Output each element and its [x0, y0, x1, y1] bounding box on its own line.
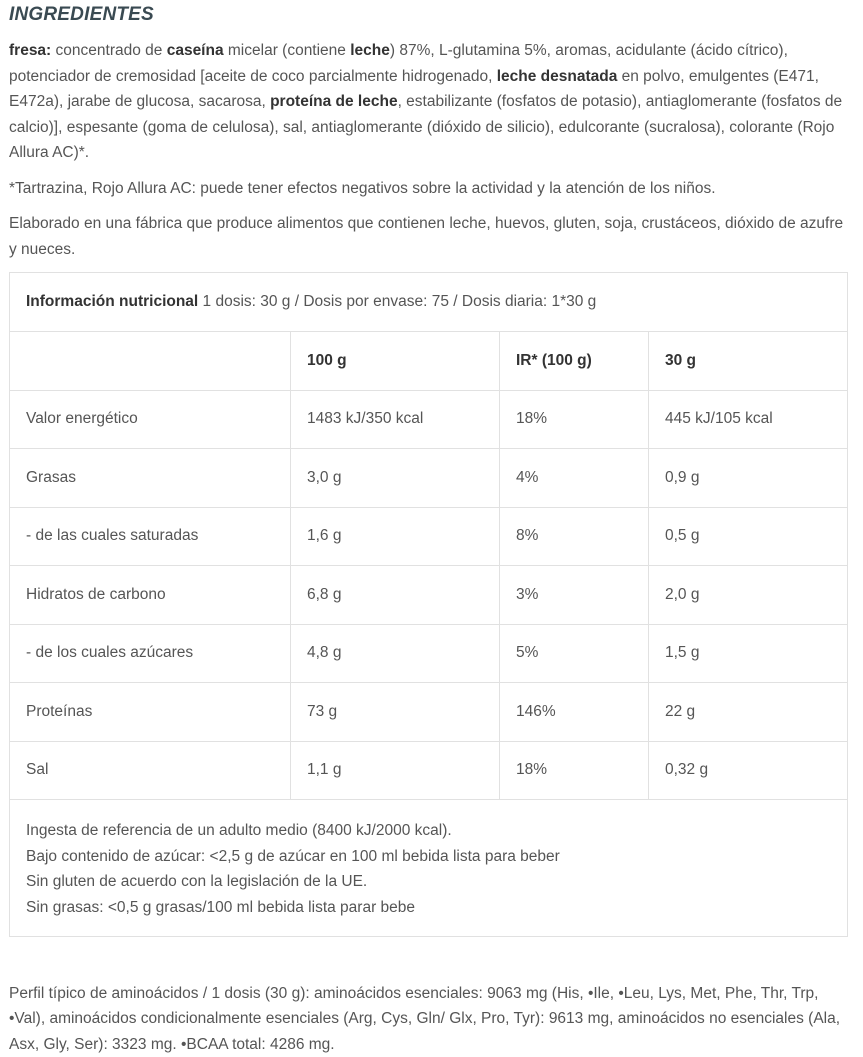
- ingredient-segment: micelar (contiene: [224, 42, 351, 59]
- product-info: [9, 0, 849, 262]
- value-per-100g: 1,6 g: [291, 507, 500, 566]
- reference-intake: 18%: [500, 390, 649, 449]
- table-row: [10, 741, 848, 800]
- column-header: 100 g: [291, 332, 500, 391]
- value-per-30g: 0,9 g: [649, 449, 848, 508]
- nutrition-table: [9, 272, 848, 937]
- footnote-line: Sin grasas: <0,5 g grasas/100 ml bebida lista parar bebe: [26, 895, 831, 921]
- nutrition-footer-row: [10, 800, 848, 937]
- value-per-100g: 4,8 g: [291, 624, 500, 683]
- ingredient-segment: caseína: [167, 42, 224, 59]
- nutrient-name: Hidratos de carbono: [10, 566, 291, 625]
- table-row: [10, 683, 848, 742]
- ingredient-segment: leche desnatada: [497, 68, 618, 85]
- value-per-100g: 1483 kJ/350 kcal: [291, 390, 500, 449]
- table-row: [10, 566, 848, 625]
- column-header: 30 g: [649, 332, 848, 391]
- value-per-100g: 6,8 g: [291, 566, 500, 625]
- nutrient-name: Proteínas: [10, 683, 291, 742]
- column-header: IR* (100 g): [500, 332, 649, 391]
- column-header-row: [10, 332, 848, 391]
- nutrition-header-title: Información nutricional: [26, 293, 198, 310]
- colorant-warning: *Tartrazina, Rojo Allura AC: puede tener efectos negativos sobre la actividad y la atención de los niños.: [9, 176, 849, 202]
- column-header: [10, 332, 291, 391]
- value-per-30g: 22 g: [649, 683, 848, 742]
- ingredient-segment: proteína de leche: [270, 93, 397, 110]
- reference-intake: 146%: [500, 683, 649, 742]
- value-per-30g: 0,32 g: [649, 741, 848, 800]
- allergen-notice: Elaborado en una fábrica que produce alimentos que contienen leche, huevos, gluten, soja, crustáceos, dióxido de azufre y nueces.: [9, 211, 849, 262]
- ingredient-segment: en polvo, emulgentes (E471, E472a), jarabe de glucosa, sacarosa,: [9, 68, 819, 111]
- ingredient-segment: leche: [350, 42, 390, 59]
- nutrient-name: Valor energético: [10, 390, 291, 449]
- nutrition-header: [10, 273, 848, 332]
- value-per-100g: 3,0 g: [291, 449, 500, 508]
- value-per-100g: 1,1 g: [291, 741, 500, 800]
- table-row: [10, 390, 848, 449]
- ingredient-segment: concentrado de: [51, 42, 166, 59]
- nutrition-footnotes: [10, 800, 848, 937]
- ingredients-paragraph: [9, 38, 849, 166]
- nutrition-header-row: [10, 273, 848, 332]
- value-per-30g: 0,5 g: [649, 507, 848, 566]
- section-title: INGREDIENTES: [9, 2, 849, 28]
- amino-acid-profile: Perfil típico de aminoácidos / 1 dosis (30 g): aminoácidos esenciales: 9063 mg (His, •Ile, •Leu, Lys, Met, Phe, Thr, Trp, •Val), aminoácidos condicionalmente esenciales (Arg, Cys, Gln/ Glx, Pro, Tyr): 9613 mg, aminoácidos no esenciales (Ala, Asx, Gly, Ser): 3323 mg. •BCAA total: 4286 mg.: [9, 981, 849, 1057]
- ingredient-segment: fresa:: [9, 42, 51, 59]
- reference-intake: 18%: [500, 741, 649, 800]
- table-row: [10, 624, 848, 683]
- reference-intake: 3%: [500, 566, 649, 625]
- nutrient-name: - de los cuales azúcares: [10, 624, 291, 683]
- nutrient-name: Grasas: [10, 449, 291, 508]
- ingredient-segment: ) 87%, L-glutamina 5%, aromas, acidulante (ácido cítrico), potenciador de cremosidad [aceite de coco parcialmente hidrogenado,: [9, 42, 788, 85]
- nutrient-name: - de las cuales saturadas: [10, 507, 291, 566]
- ingredient-segment: , estabilizante (fosfatos de potasio), antiaglomerante (fosfatos de calcio)], espesante (goma de celulosa), sal, antiaglomerante (dióxido de silicio), edulcorante (sucralosa), colorante (Rojo Allura AC)*.: [9, 93, 842, 161]
- reference-intake: 4%: [500, 449, 649, 508]
- value-per-30g: 445 kJ/105 kcal: [649, 390, 848, 449]
- reference-intake: 5%: [500, 624, 649, 683]
- value-per-30g: 2,0 g: [649, 566, 848, 625]
- footnote-line: Ingesta de referencia de un adulto medio (8400 kJ/2000 kcal).: [26, 818, 831, 844]
- reference-intake: 8%: [500, 507, 649, 566]
- nutrition-header-serving: 1 dosis: 30 g / Dosis por envase: 75 / Dosis diaria: 1*30 g: [198, 293, 596, 310]
- table-row: [10, 507, 848, 566]
- value-per-100g: 73 g: [291, 683, 500, 742]
- value-per-30g: 1,5 g: [649, 624, 848, 683]
- table-row: [10, 449, 848, 508]
- footnote-line: Bajo contenido de azúcar: <2,5 g de azúcar en 100 ml bebida lista para beber: [26, 844, 831, 870]
- footnote-line: Sin gluten de acuerdo con la legislación de la UE.: [26, 869, 831, 895]
- nutrient-name: Sal: [10, 741, 291, 800]
